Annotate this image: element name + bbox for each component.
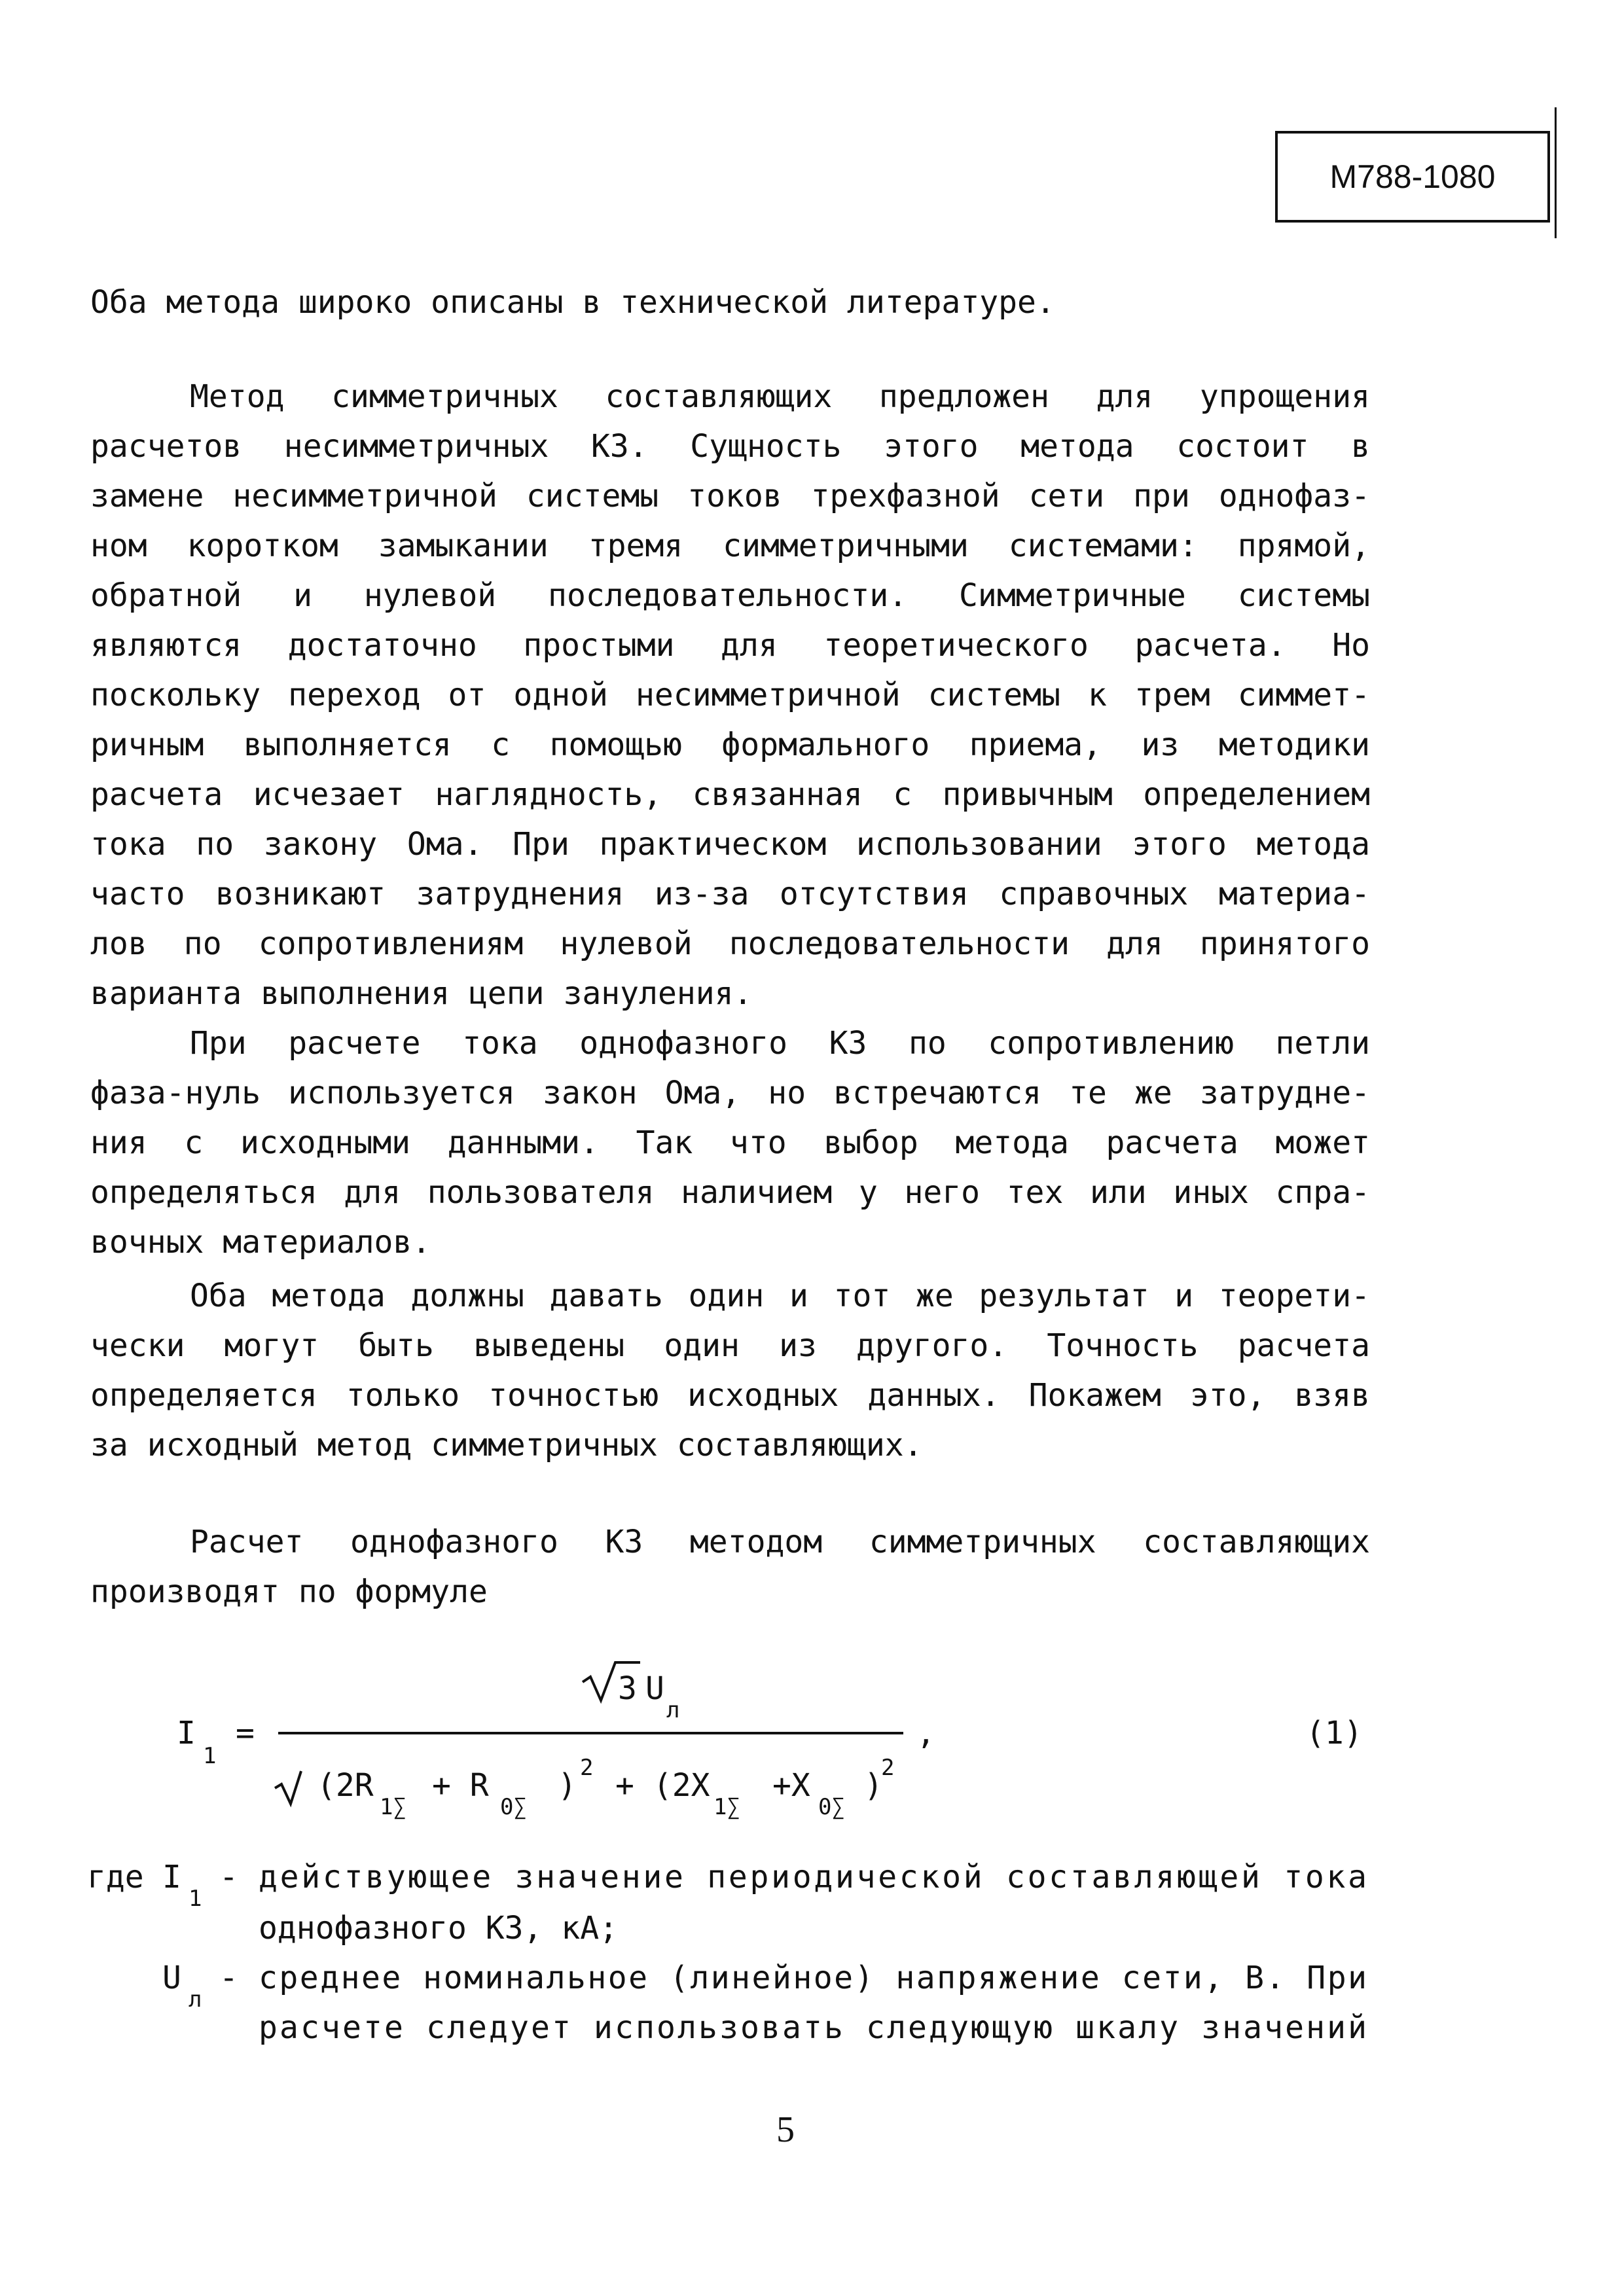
- den-subscript: 0∑: [500, 1794, 527, 1820]
- text-line: Расчет однофазного КЗ методом симметричных составляющих: [190, 1524, 1370, 1560]
- text-line: лов по сопротивлениям нулевой последовательности для принятого: [90, 925, 1370, 962]
- den-close: ): [864, 1767, 883, 1804]
- text-line: за исходный метод симметричных составляющих.: [90, 1427, 923, 1463]
- text-line: часто возникают затруднения из-за отсутствия справочных материа-: [90, 876, 1370, 912]
- text-line: При расчете тока однофазного КЗ по сопротивлению петли: [190, 1025, 1370, 1062]
- numerator-variable: U: [645, 1670, 664, 1707]
- definition-symbol: I: [162, 1859, 181, 1895]
- text-line: Оба метода должны давать один и тот же результат и теорети-: [190, 1278, 1370, 1314]
- text-line: ном коротком замыкании тремя симметричными системами: прямой,: [90, 528, 1370, 564]
- text-line: являются достаточно простыми для теоретического расчета. Но: [90, 627, 1370, 664]
- definition-symbol: U: [162, 1960, 181, 1996]
- den-subscript: 1∑: [380, 1794, 406, 1820]
- text-line: вочных материалов.: [90, 1224, 431, 1261]
- text-line: ричным выполняется с помощью формального приема, из методики: [90, 726, 1370, 763]
- formula-comma: ,: [916, 1715, 935, 1751]
- den-subscript: 1∑: [713, 1794, 740, 1820]
- numerator-root-digit: 3: [618, 1670, 637, 1707]
- den-exponent: 2: [580, 1755, 594, 1781]
- den-plus: +X: [772, 1767, 810, 1804]
- den-open: (2R: [317, 1767, 374, 1804]
- den-subscript: 0∑: [818, 1794, 845, 1820]
- definition-symbol-subscript: 1: [189, 1886, 202, 1912]
- numerator-subscript: л: [666, 1697, 680, 1723]
- text-line: ния с исходными данными. Так что выбор метода расчета может: [90, 1124, 1370, 1161]
- text-line: варианта выполнения цепи зануления.: [90, 975, 753, 1012]
- definition-text-line: расчете следует использовать следующую шкалу значений: [259, 2009, 1367, 2046]
- definition-dash: -: [219, 1960, 238, 1996]
- lhs-subscript: 1: [203, 1743, 217, 1769]
- equation-number: (1): [1306, 1715, 1363, 1751]
- text-line: поскольку переход от одной несимметричной системы к трем симмет-: [90, 677, 1370, 713]
- den-exponent: 2: [881, 1755, 895, 1781]
- definition-text-line: действующее значение периодической составляющей тока: [259, 1859, 1367, 1895]
- document-code-box: M788-1080: [1275, 131, 1550, 223]
- sqrt-sign: [275, 1771, 301, 1804]
- text-line: определяется только точностью исходных данных. Покажем это, взяв: [90, 1377, 1370, 1414]
- text-line: фаза-нуль используется закон Ома, но встречаются те же затрудне-: [90, 1075, 1370, 1111]
- lhs-variable: I: [177, 1715, 196, 1751]
- text-line: расчетов несимметричных КЗ. Сущность этого метода состоит в: [90, 428, 1370, 465]
- text-line: замене несимметричной системы токов трехфазной сети при однофаз-: [90, 478, 1370, 514]
- den-plus: + R: [432, 1767, 489, 1804]
- definition-symbol-subscript: л: [189, 1986, 202, 2013]
- equals-sign: =: [236, 1715, 255, 1751]
- definition-text-line: однофазного КЗ, кА;: [259, 1910, 619, 1946]
- text-line: Оба метода широко описаны в технической литературе.: [90, 284, 1055, 321]
- definition-dash: -: [219, 1859, 238, 1895]
- text-line: производят по формуле: [90, 1573, 488, 1610]
- text-line: определяться для пользователя наличием у него тех или иных спра-: [90, 1174, 1370, 1211]
- sqrt-sign: [583, 1662, 640, 1700]
- den-plus: + (2X: [615, 1767, 710, 1804]
- text-line: Метод симметричных составляющих предложен для упрощения: [190, 378, 1370, 415]
- text-line: чески могут быть выведены один из другого. Точность расчета: [90, 1327, 1370, 1364]
- page-number: 5: [776, 2109, 795, 2150]
- text-line: обратной и нулевой последовательности. Симметричные системы: [90, 577, 1370, 614]
- den-close: ): [558, 1767, 577, 1804]
- text-line: тока по закону Ома. При практическом использовании этого метода: [90, 826, 1370, 863]
- definition-text-line: среднее номинальное (линейное) напряжение сети, В. При: [259, 1960, 1367, 1996]
- definition-prefix: где: [87, 1859, 144, 1895]
- text-line: расчета исчезает наглядность, связанная с привычным определением: [90, 776, 1370, 813]
